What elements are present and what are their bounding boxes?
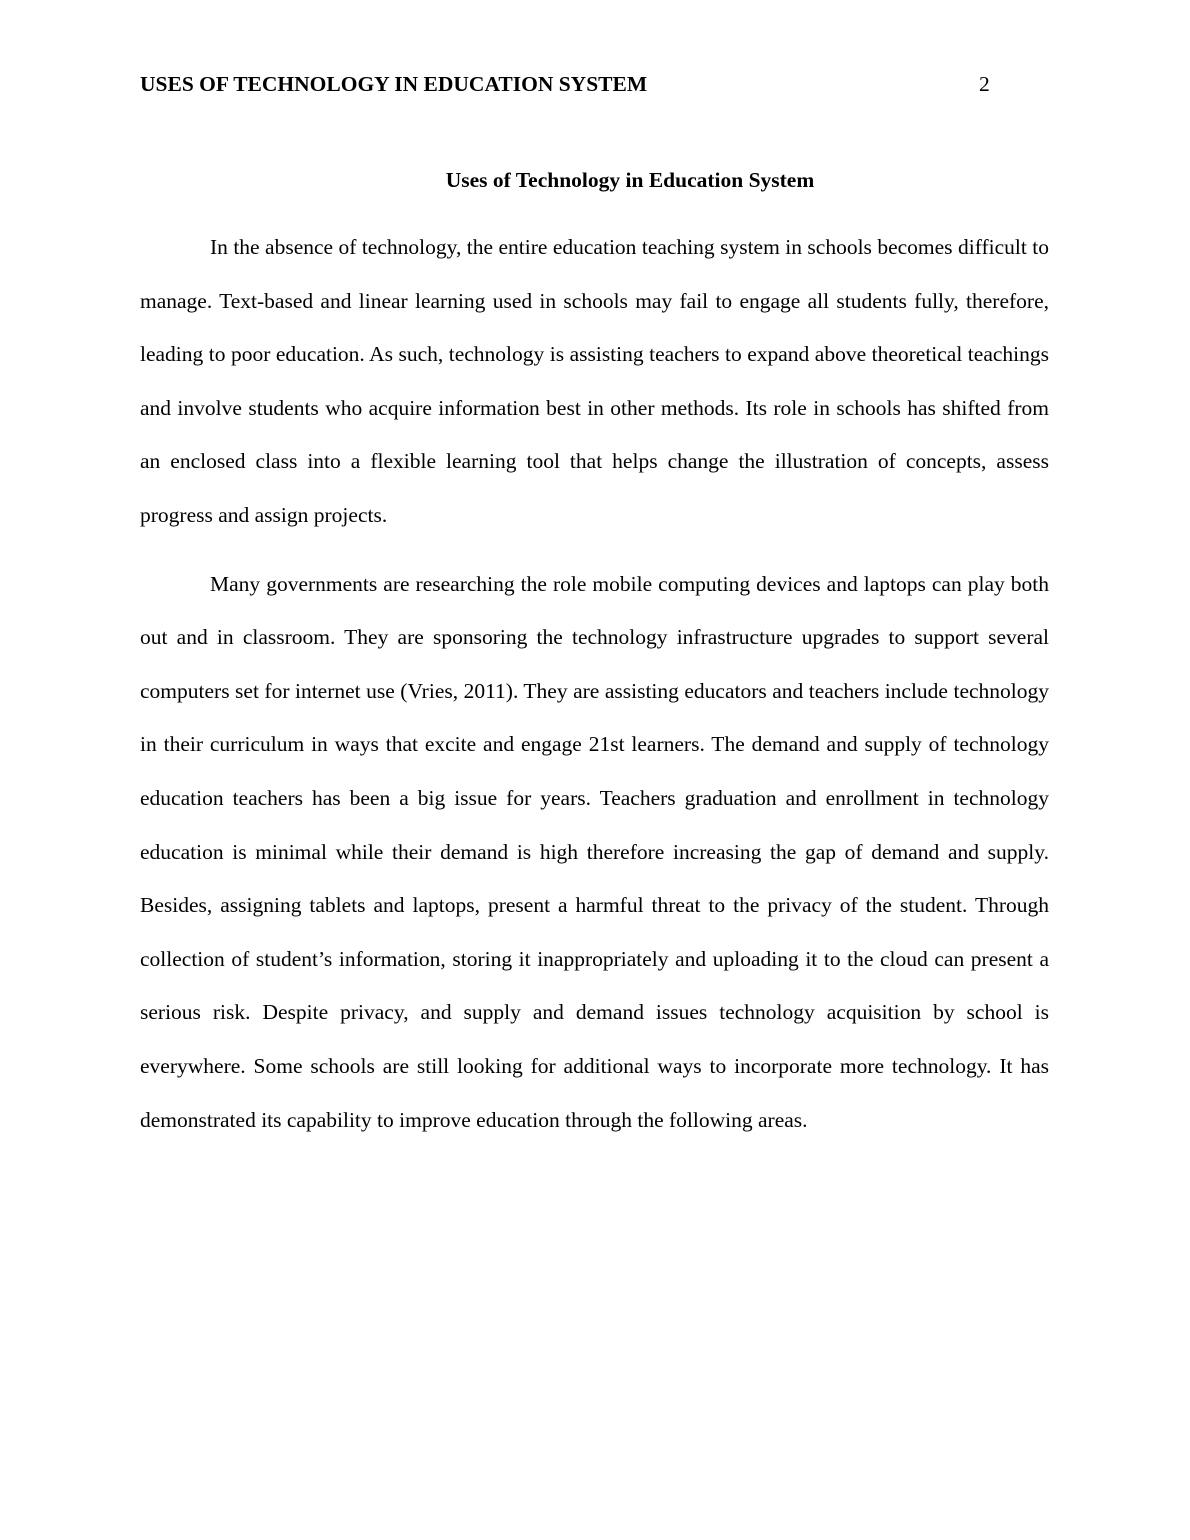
- paragraph-2: Many governments are researching the role mobile computing devices and laptops can play both out and in classroom. They are sponsoring the technology infrastructure upgrades to support several computers set for internet use (Vries, 2011). They are assisting educators and teachers include technology in their curriculum in ways that excite and engage 21st learners. The demand and supply of technology education teachers has been a big issue for years. Teachers graduation and enrollment in technology education is minimal while their demand is high therefore increasing the gap of demand and supply. Besides, assigning tablets and laptops, present a harmful threat to the privacy of the student. Through collection of student’s information, storing it inappropriately and uploading it to the cloud can present a serious risk. Despite privacy, and supply and demand issues technology acquisition by school is everywhere. Some schools are still looking for additional ways to incorporate more technology. It has demonstrated its capability to improve education through the following areas.: [140, 571, 1049, 1132]
- paragraph-1: In the absence of technology, the entire education teaching system in schools becomes difficult to manage. Text-based and linear learning used in schools may fail to engage all students fully, therefore, leading to poor education. As such, technology is assisting teachers to expand above theoretical teachings and involve students who acquire information best in other methods. Its role in schools has shifted from an enclosed class into a flexible learning tool that helps change the illustration of concepts, assess progress and assign projects.: [140, 235, 1049, 527]
- document-title: Uses of Technology in Education System: [445, 168, 815, 192]
- running-head: USES OF TECHNOLOGY IN EDUCATION SYSTEM: [140, 72, 648, 96]
- document-body: [140, 221, 1049, 1162]
- page-number: 2: [979, 72, 990, 96]
